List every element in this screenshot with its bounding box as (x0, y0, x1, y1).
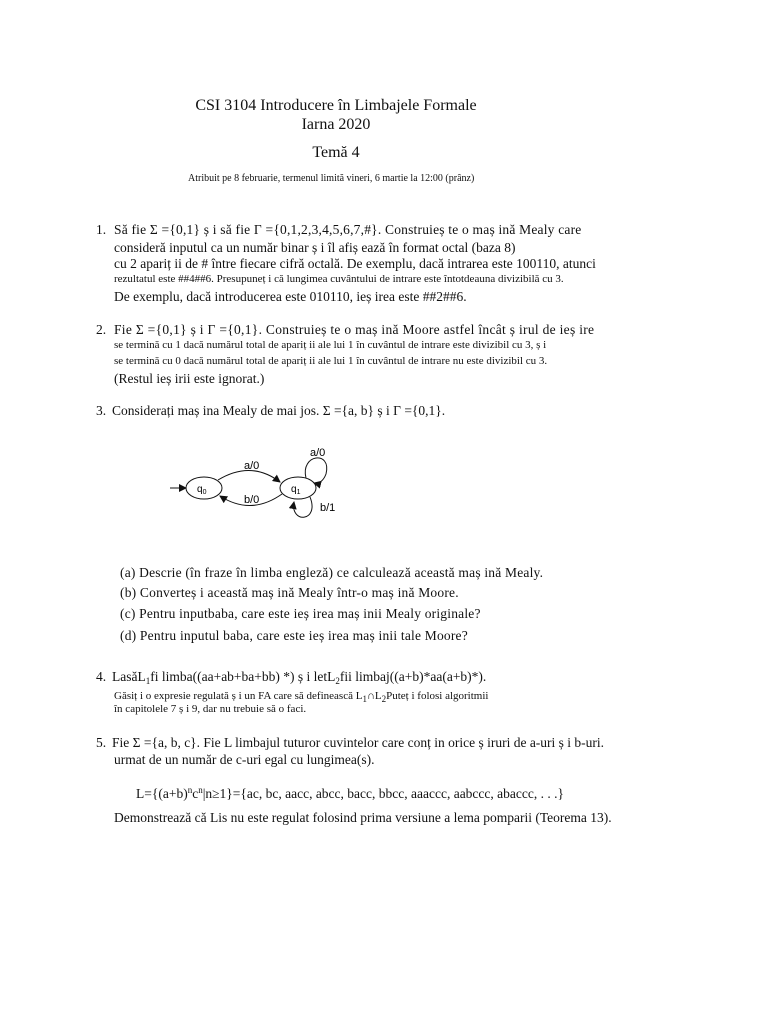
loop-a-label: a/0 (310, 447, 326, 459)
q5-formula-part-b: c (192, 786, 199, 801)
q5-formula (136, 785, 564, 802)
q4-line2-part-b: ∩L (366, 690, 382, 702)
state-q1-label: $q_1$ (291, 484, 301, 496)
q1-line3: cu 2 apariț ii de # între fiecare cifră octală. De exemplu, dacă intrarea este 100110, atunci (114, 256, 596, 271)
q5-line1: Fie Σ ={a, b, c}. Fie L limbajul tuturor cuvintelor care conț in orice ș iruri de a-uri ș i b-uri. (112, 735, 605, 750)
transition-q0-q1-label: a/0 (244, 460, 260, 472)
q5-formula-sup2: n (198, 785, 203, 795)
q1-number: 1. (96, 222, 107, 237)
q2-number: 2. (96, 322, 107, 337)
q4-number: 4. (96, 669, 107, 684)
q2-line3: se termină cu 0 dacă numărul total de apariț ii ale lui 1 în cuvântul de intrare nu este divizibil cu 3. (114, 355, 548, 367)
q4-line2-sub1: 1 (362, 694, 367, 704)
mealy-diagram (160, 440, 380, 530)
q1-line5: De exemplu, dacă introducerea este 010110, ieș irea este ##2##6. (114, 289, 467, 304)
q5-number: 5. (96, 735, 107, 750)
q5-formula-part-c: |n≥1}={ac, bc, aacc, abcc, bacc, bbcc, aaaccc, aabccc, abaccc, . . .} (202, 786, 564, 801)
q4-line1-part-b: fi limba((aa+ab+ba+bb) *) ș i letL (150, 669, 336, 684)
q5-formula-part-a: L={(a+b) (136, 786, 188, 801)
q3-line1: Considerați maș ina Mealy de mai jos. Σ ={a, b} ș i Γ ={0,1}. (112, 403, 446, 418)
q4-line2 (114, 690, 488, 704)
assignment-title: Temă 4 (312, 144, 360, 161)
q2-line2: se termină cu 1 dacă numărul total de apariț ii ale lui 1 în cuvântul de intrare este divizibil cu 3, ș i (114, 339, 547, 351)
q5-formula-sup1: n (187, 785, 193, 795)
q4-line3: în capitolele 7 ș i 9, dar nu trebuie să o faci. (114, 703, 307, 715)
q4-line1-sub1: 1 (145, 676, 151, 686)
q4-line1 (112, 669, 486, 686)
q2-line1: Fie Σ ={0,1} ș i Γ ={0,1}. Construieș te o maș ină Moore astfel încât ș irul de ieș ire (114, 322, 595, 337)
transition-q0-q1 (218, 470, 280, 482)
q4-line1-sub2: 2 (335, 676, 340, 686)
due-date: Atribuit pe 8 februarie, termenul limită vineri, 6 martie la 12:00 (prânz) (188, 173, 475, 184)
q4-line2-part-a: Găsiț i o expresie regulată ș i un FA care să definească L (114, 690, 363, 702)
course-title: CSI 3104 Introducere în Limbajele Formale (195, 97, 477, 114)
q3-part-c: (c) Pentru inputbaba, care este ieș irea maș inii Mealy originale? (120, 606, 481, 621)
q4-line1-part-c: fii limbaj((a+b)*aa(a+b)*). (339, 669, 487, 684)
q3-part-a: (a) Descrie (în fraze în limba engleză) ce calculează această maș ină Mealy. (120, 565, 544, 580)
q4-line1-part-a: LasăL (112, 669, 146, 684)
loop-b-label: b/1 (320, 502, 336, 514)
transition-q1-q0-label: b/0 (244, 494, 260, 506)
q3-number: 3. (96, 403, 107, 418)
q5-line3: Demonstrează că Lis nu este regulat folosind prima versiune a lema pomparii (Teorema 13). (114, 810, 612, 825)
term-title: Iarna 2020 (301, 116, 371, 133)
q1-line1: Să fie Σ ={0,1} ș i să fie Γ ={0,1,2,3,4,5,6,7,#}. Construieș te o maș ină Mealy care (114, 222, 582, 237)
q5-line2: urmat de un număr de c-uri egal cu lungimea(s). (114, 752, 375, 767)
q3-part-d: (d) Pentru inputul baba, care este ieș irea maș inii tale Moore? (120, 628, 468, 643)
q1-line2: consideră inputul ca un număr binar ș i îl afiș ează în format octal (baza 8) (114, 240, 516, 255)
q2-line4: (Restul ieș irii este ignorat.) (114, 371, 265, 386)
state-q0-label: $q_0$ (197, 484, 207, 496)
q3-part-b: (b) Converteș i această maș ină Mealy într-o maș ină Moore. (120, 585, 459, 600)
q4-line2-sub2: 2 (381, 694, 387, 704)
q1-line4: rezultatul este ##4##6. Presupuneț i că lungimea cuvântului de intrare este întotdeauna divizibilă cu 3. (114, 273, 564, 285)
q4-line2-part-c: Puteț i folosi algoritmii (386, 690, 489, 702)
loop-b (294, 497, 312, 517)
